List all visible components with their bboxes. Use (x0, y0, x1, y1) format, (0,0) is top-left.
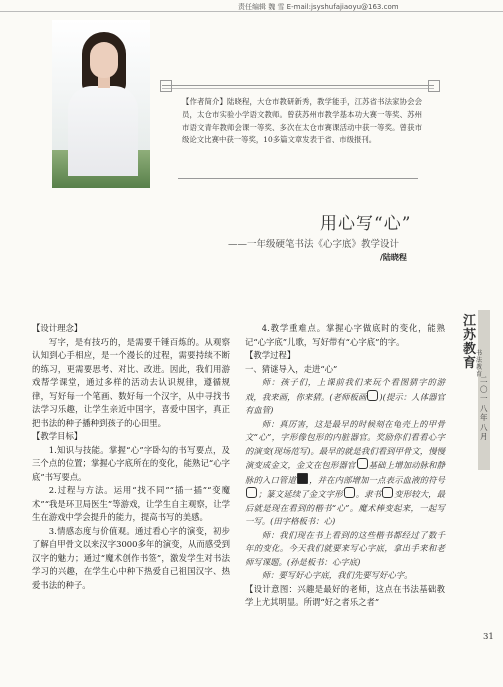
clerical-heart-glyph-icon (382, 487, 393, 498)
article-author: /陆晓程 (380, 253, 407, 262)
paragraph: 师：我们现在书上看到的这些楷书都经过了数千年的变化。今天我们就要来写心字底，拿出手来和老师写课题。(孙是板书：心字底) (245, 529, 445, 567)
oracle-heart-glyph-icon (367, 390, 378, 401)
paragraph: 1.知识与技能。掌握“心”字卧勾的书写要点，及三个点的位置；掌握心字底所在的变化，能熟记“心字底”书写要点。 (32, 444, 230, 482)
author-bio: 【作者简介】陆晓程，大仓市教研新秀，教学能手，江苏省书法家协会会员，太仓市实验小学语文教师。曾获苏州市教学基本功大赛一等奖、苏州市语文青年教师会课一等奖、多次在太仓市赛课活动中获一等奖。曾获市级论文比赛中获一等奖，10多篇文章发表于省、市级报刊。 (182, 97, 422, 145)
paragraph: 3.情感态度与价值观。通过看心字的演变，初步了解自甲骨文以来汉字3000多年的演变，从而感受到汉字的魅力；通过“魔术创作书签”，激发学生对书法学习的兴趣，在学生心中种下热爱自己祖国汉字、热爱书法的种子。 (32, 525, 230, 590)
text: 师：真厉害，这是最早的时候刻在龟壳上的甲骨文“心”，字形像包形的内脏器官。奖励你们看看心字的演变(现场范写)。最早的就是我们看到甲骨文，慢慢演变成金文，金文在包形器官 (245, 418, 445, 470)
text: 。隶书 (355, 489, 382, 499)
left-column (32, 322, 230, 592)
fret-ornament-left (160, 80, 172, 92)
section-heading-teaching-goals: 【教学目标】 (32, 431, 83, 441)
seal-heart-glyph-icon (344, 487, 355, 498)
bio-frame-top (162, 85, 434, 86)
section-heading-teaching-process: 【教学过程】 (245, 350, 296, 360)
article-subtitle: ——一年级硬笔书法《心字底》教学设计 (228, 239, 400, 250)
subsection-heading: 一、猜谜导入，走进“心” (245, 363, 338, 374)
text: )(提示：人体器官有血管) (245, 391, 445, 415)
article-title: 用心写“心” (320, 214, 412, 234)
section-heading-design-concept: 【设计理念】 (32, 323, 83, 333)
journal-section: 书法教育 (476, 350, 483, 378)
issue-date: 二〇一八年八月 (480, 375, 488, 441)
paragraph (245, 418, 445, 529)
bio-frame-top-inner (162, 88, 434, 89)
text: 基础上增加动脉和静脉的入口管道 (245, 460, 445, 485)
blood-glyph-icon (246, 487, 257, 498)
paragraph: 2.过程与方法。运用“找不同”“插一插”“变魔术”“我是环卫局医生”等游戏，让学生自主观察，让学生在游戏中学会提升的能力，提高书写的美感。 (32, 485, 230, 522)
bio-frame-bottom (178, 178, 418, 179)
paragraph: 4.教学重难点。掌握心字做底时的变化，能熟记“心字底”儿歌，写好带有“心字底”的字。 (245, 323, 445, 347)
author-photo (52, 20, 150, 188)
paragraph: 写字，是有技巧的，是需要千锤百炼的。从观察认知到心手相应，是一个漫长的过程，需要持续不断的练习，更需要思考、对比、改进。因此，我们用游戏帮学课堂，通过多样的活动去认识规律，遵循规律，写好每一个笔画、数好每一个汉字，从中寻找书法学习乐趣，让学生亲近中国字，喜爱中国字，真正把书法的种子播种到孩子的心田里。 (32, 336, 230, 428)
editor-credit: 责任编辑 魏 雪 E-mail:jsyshufajiaoyu@163.com (238, 3, 399, 11)
text: ，并在内部增加一点表示血液的符号 (309, 474, 445, 485)
text: 变形较大，最后就是现在看到的楷书“心”。魔术棒变起来，一起写一写。(田字格板书：心) (245, 489, 445, 526)
journal-logo: 江苏教育 (463, 314, 477, 371)
bronze-heart-glyph-icon (357, 458, 368, 469)
vessel-glyph-icon (297, 473, 308, 484)
text: 师：孩子们，上课前我们来玩个看图猜字的游戏，我来画，你来猜。(老师板画 (245, 377, 445, 402)
fret-ornament-right (428, 80, 440, 92)
page-number: 31 (483, 632, 494, 642)
paragraph-design-intent: 【设计意图：兴趣是最好的老师，这点在书法基础教学上尤其明显。所谓“好之者乐之者” (245, 583, 445, 607)
right-column (245, 322, 445, 610)
text: ；篆文延续了金文字形 (258, 489, 343, 499)
paragraph: 师：要写好心字底，我们先要写好心字。 (261, 570, 413, 580)
paragraph (245, 376, 445, 418)
